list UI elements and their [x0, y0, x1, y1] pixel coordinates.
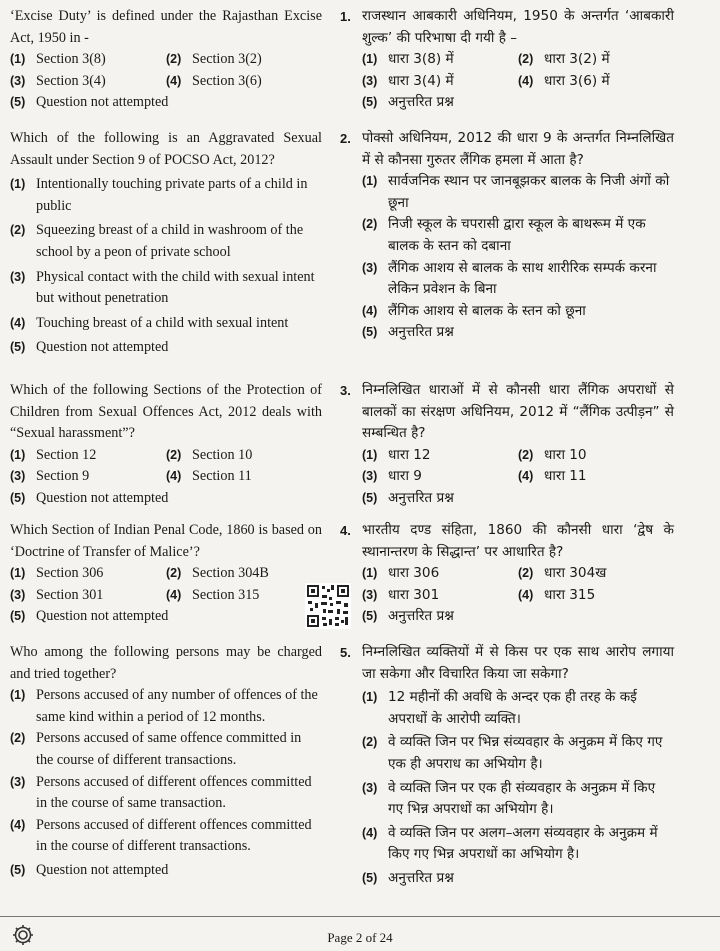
option-3 — [362, 71, 518, 93]
option-text: सार्वजनिक स्थान पर जानबूझकर बालक के निजी अंगों को छूना — [388, 173, 670, 211]
option-text: Physical contact with the child with sexual intent but without penetration — [36, 268, 315, 307]
option-number: (3) — [10, 587, 26, 602]
option-text: वे व्यक्ति जिन पर भिन्न संव्यवहार के अनुक्रम में किए गए एक ही अपराध का अभियोग है। — [388, 734, 663, 772]
options — [10, 445, 322, 488]
question-number: 3. — [340, 383, 351, 398]
question-number: 1. — [340, 9, 351, 24]
option-1 — [10, 174, 322, 217]
question-text: Who among the following persons may be charged and tried together? — [10, 644, 322, 682]
question-text: ‘Excise Duty’ is defined under the Rajasthan Excise Act, 1950 in - — [10, 8, 322, 46]
option-number: (1) — [362, 566, 378, 581]
option-number: (2) — [166, 52, 182, 67]
option-1 — [362, 563, 518, 585]
option-number: (5) — [10, 95, 26, 110]
question-1-en — [10, 6, 322, 114]
option-number: (3) — [10, 73, 26, 88]
option-number: (1) — [10, 566, 26, 581]
option-text: अनुत्तरित प्रश्न — [388, 324, 454, 341]
option-number: (4) — [10, 817, 26, 832]
option-text: धारा 10 — [544, 446, 587, 463]
question-4-hi — [340, 520, 674, 628]
qr-code — [305, 583, 351, 629]
option-5 — [362, 322, 674, 344]
option-1 — [362, 687, 674, 730]
option-5 — [10, 860, 322, 882]
question-number: 4. — [340, 523, 351, 538]
option-number: (4) — [518, 73, 534, 88]
option-4 — [10, 815, 322, 858]
option-number: (3) — [10, 469, 26, 484]
option-number: (3) — [362, 469, 378, 484]
option-number: (4) — [10, 315, 26, 330]
option-text: Section 10 — [192, 446, 253, 463]
option-number: (2) — [166, 447, 182, 462]
option-2 — [518, 49, 674, 71]
option-text: धारा 304ख — [544, 565, 607, 582]
question-number: 5. — [340, 645, 351, 660]
option-number: (3) — [10, 774, 26, 789]
question-2-en — [10, 128, 322, 359]
options — [10, 49, 322, 92]
page-number: Page 2 of 24 — [327, 930, 393, 945]
option-4 — [10, 313, 322, 335]
option-text: धारा 301 — [388, 586, 440, 603]
option-number: (4) — [518, 587, 534, 602]
option-text: Squeezing breast of a child in washroom of the school by a peon of private school — [36, 222, 304, 260]
option-text: Section 9 — [36, 468, 90, 485]
question-text: Which of the following is an Aggravated Sexual Assault under Section 9 of POCSO Act, 2012? — [10, 130, 322, 168]
option-4 — [518, 466, 674, 488]
option-text: Section 306 — [36, 565, 104, 582]
option-number: (4) — [166, 587, 182, 602]
option-number: (2) — [362, 735, 378, 750]
option-3 — [10, 267, 322, 310]
question-number: 2. — [340, 131, 351, 146]
option-number: (3) — [362, 260, 378, 275]
option-3 — [10, 466, 166, 488]
option-text: धारा 3(6) में — [544, 72, 610, 89]
option-number: (2) — [10, 731, 26, 746]
option-text: Section 304B — [192, 565, 269, 582]
option-3 — [362, 778, 674, 821]
option-4 — [166, 585, 322, 607]
option-number: (2) — [518, 52, 534, 67]
option-3 — [10, 585, 166, 607]
option-text: Section 3(6) — [192, 72, 262, 89]
options — [362, 49, 674, 92]
option-number: (5) — [362, 870, 378, 885]
option-5 — [10, 337, 322, 359]
question-text: पोक्सो अधिनियम, 2012 की धारा 9 के अन्तर्गत निम्नलिखित में से कौनसा गुरुतर लैंगिक हमला में आता है? — [362, 130, 674, 168]
option-number: (1) — [362, 447, 378, 462]
option-text: Section 3(2) — [192, 51, 262, 68]
option-2 — [362, 214, 674, 257]
option-1 — [10, 563, 166, 585]
option-number: (5) — [362, 490, 378, 505]
option-4 — [166, 71, 322, 93]
option-text: अनुत्तरित प्रश्न — [388, 608, 454, 625]
option-text: अनुत्तरित प्रश्न — [388, 94, 454, 111]
question-text: Which of the following Sections of the Protection of Children from Sexual Offences Act, 2012 deals with “Sexual harassment”? — [10, 382, 322, 442]
option-5 — [10, 92, 322, 114]
option-number: (5) — [362, 325, 378, 340]
option-number: (1) — [362, 52, 378, 67]
option-text: धारा 12 — [388, 446, 431, 463]
option-1 — [10, 445, 166, 467]
option-text: Persons accused of different offences committed in the course of different transactions. — [36, 816, 312, 855]
option-number: (3) — [362, 780, 378, 795]
option-text: 12 महीनों की अवधि के अन्दर एक ही तरह के कई अपराधों के आरोपी व्यक्ति। — [388, 689, 637, 727]
option-text: Section 315 — [192, 586, 260, 603]
option-number: (1) — [362, 174, 378, 189]
option-text: Section 3(4) — [36, 72, 106, 89]
option-number: (4) — [518, 469, 534, 484]
option-text: Question not attempted — [36, 339, 169, 356]
option-text: Section 3(8) — [36, 51, 106, 68]
option-text: Persons accused of different offences committed in the course of same transaction. — [36, 773, 312, 812]
question-text: राजस्थान आबकारी अधिनियम, 1950 के अन्तर्गत ‘आबकारी शुल्क’ की परिभाषा दी गयी है – — [362, 8, 674, 46]
option-text: Section 301 — [36, 586, 104, 603]
option-1 — [362, 445, 518, 467]
option-text: धारा 315 — [544, 586, 596, 603]
option-2 — [362, 732, 674, 775]
option-number: (5) — [362, 609, 378, 624]
option-number: (5) — [10, 490, 26, 505]
option-number: (2) — [166, 566, 182, 581]
question-2-hi — [340, 128, 674, 344]
option-text: Section 12 — [36, 446, 97, 463]
option-text: धारा 11 — [544, 468, 587, 485]
question-3-hi — [340, 380, 674, 510]
option-1 — [362, 171, 674, 214]
option-number: (1) — [362, 690, 378, 705]
option-text: अनुत्तरित प्रश्न — [388, 489, 454, 506]
option-text: धारा 3(4) में — [388, 72, 454, 89]
option-4 — [362, 301, 674, 323]
option-text: धारा 9 — [388, 468, 422, 485]
option-text: Persons accused of same offence committed in the course of different transactions. — [36, 730, 302, 768]
option-5 — [10, 488, 322, 510]
option-2 — [518, 563, 674, 585]
footer-divider — [0, 916, 720, 917]
options — [10, 563, 322, 606]
option-text: लैंगिक आशय से बालक के स्तन को छूना — [388, 302, 586, 319]
option-3 — [10, 71, 166, 93]
question-3-en — [10, 380, 322, 510]
option-number: (1) — [10, 447, 26, 462]
option-2 — [10, 220, 322, 263]
option-text: Persons accused of any number of offences of the same kind within a period of 12 months. — [36, 687, 318, 725]
question-text: निम्नलिखित व्यक्तियों में से किस पर एक साथ आरोप लगाया जा सकेगा और विचारित किया जा सकेगा? — [362, 644, 674, 682]
option-number: (2) — [362, 217, 378, 232]
option-5 — [362, 868, 674, 890]
option-2 — [166, 49, 322, 71]
option-number: (1) — [10, 177, 26, 192]
option-number: (2) — [10, 223, 26, 238]
option-number: (1) — [10, 52, 26, 67]
option-5 — [10, 606, 322, 628]
option-4 — [166, 466, 322, 488]
question-5-hi — [340, 642, 674, 890]
option-1 — [10, 49, 166, 71]
option-1 — [362, 49, 518, 71]
options — [362, 563, 674, 606]
option-text: Section 11 — [192, 468, 252, 485]
option-number: (4) — [362, 825, 378, 840]
option-4 — [518, 585, 674, 607]
option-text: Question not attempted — [36, 489, 169, 506]
option-2 — [10, 728, 322, 771]
option-number: (4) — [166, 73, 182, 88]
option-text: लैंगिक आशय से बालक के साथ शारीरिक सम्पर्क करना लेकिन प्रवेशन के बिना — [388, 259, 657, 298]
option-3 — [362, 466, 518, 488]
option-2 — [166, 563, 322, 585]
question-text: भारतीय दण्ड संहिता, 1860 की कौनसी धारा ‘द्वेष के स्थानान्तरण के सिद्धान्त’ पर आधारित है? — [362, 522, 674, 560]
option-4 — [518, 71, 674, 93]
option-number: (2) — [518, 566, 534, 581]
question-text: Which Section of Indian Penal Code, 1860 is based on ‘Doctrine of Transfer of Malice’? — [10, 522, 322, 560]
option-2 — [518, 445, 674, 467]
option-3 — [362, 258, 674, 301]
question-5-en — [10, 642, 322, 882]
option-number: (3) — [362, 73, 378, 88]
option-number: (3) — [362, 587, 378, 602]
option-text: अनुत्तरित प्रश्न — [388, 869, 454, 886]
option-number: (4) — [166, 469, 182, 484]
question-1-hi — [340, 6, 674, 114]
options — [362, 445, 674, 488]
option-number: (3) — [10, 269, 26, 284]
option-3 — [362, 585, 518, 607]
option-number: (5) — [10, 862, 26, 877]
option-text: निजी स्कूल के चपरासी द्वारा स्कूल के बाथरूम में एक बालक के स्तन को दबाना — [388, 216, 646, 254]
option-text: वे व्यक्ति जिन पर अलग–अलग संव्यवहार के अनुक्रम में किए गए भिन्न अपराधों का अभियोग है। — [388, 824, 658, 863]
option-text: धारा 306 — [388, 565, 440, 582]
option-4 — [362, 823, 674, 866]
option-number: (5) — [362, 95, 378, 110]
question-4-en — [10, 520, 322, 628]
option-5 — [362, 92, 674, 114]
option-text: Question not attempted — [36, 608, 169, 625]
option-1 — [10, 685, 322, 728]
option-text: Question not attempted — [36, 861, 169, 878]
option-5 — [362, 488, 674, 510]
option-number: (5) — [10, 609, 26, 624]
question-text: निम्नलिखित धाराओं में से कौनसी धारा लैंगिक अपराधों से बालकों का संरक्षण अधिनियम, 2012 में “लैंगिक उत्पीड़न” से सम्बन्धित है? — [362, 382, 674, 442]
option-number: (2) — [518, 447, 534, 462]
option-text: वे व्यक्ति जिन पर एक ही संव्यवहार के अनुक्रम में किए गए भिन्न अपराधों का अभियोग है। — [388, 779, 656, 818]
option-text: धारा 3(2) में — [544, 51, 610, 68]
option-text: धारा 3(8) में — [388, 51, 454, 68]
option-5 — [362, 606, 674, 628]
option-text: Question not attempted — [36, 94, 169, 111]
option-number: (4) — [362, 303, 378, 318]
option-2 — [166, 445, 322, 467]
option-3 — [10, 772, 322, 815]
option-number: (5) — [10, 340, 26, 355]
option-number: (1) — [10, 688, 26, 703]
option-text: Touching breast of a child with sexual intent — [36, 314, 289, 331]
option-text: Intentionally touching private parts of a child in public — [36, 176, 308, 214]
